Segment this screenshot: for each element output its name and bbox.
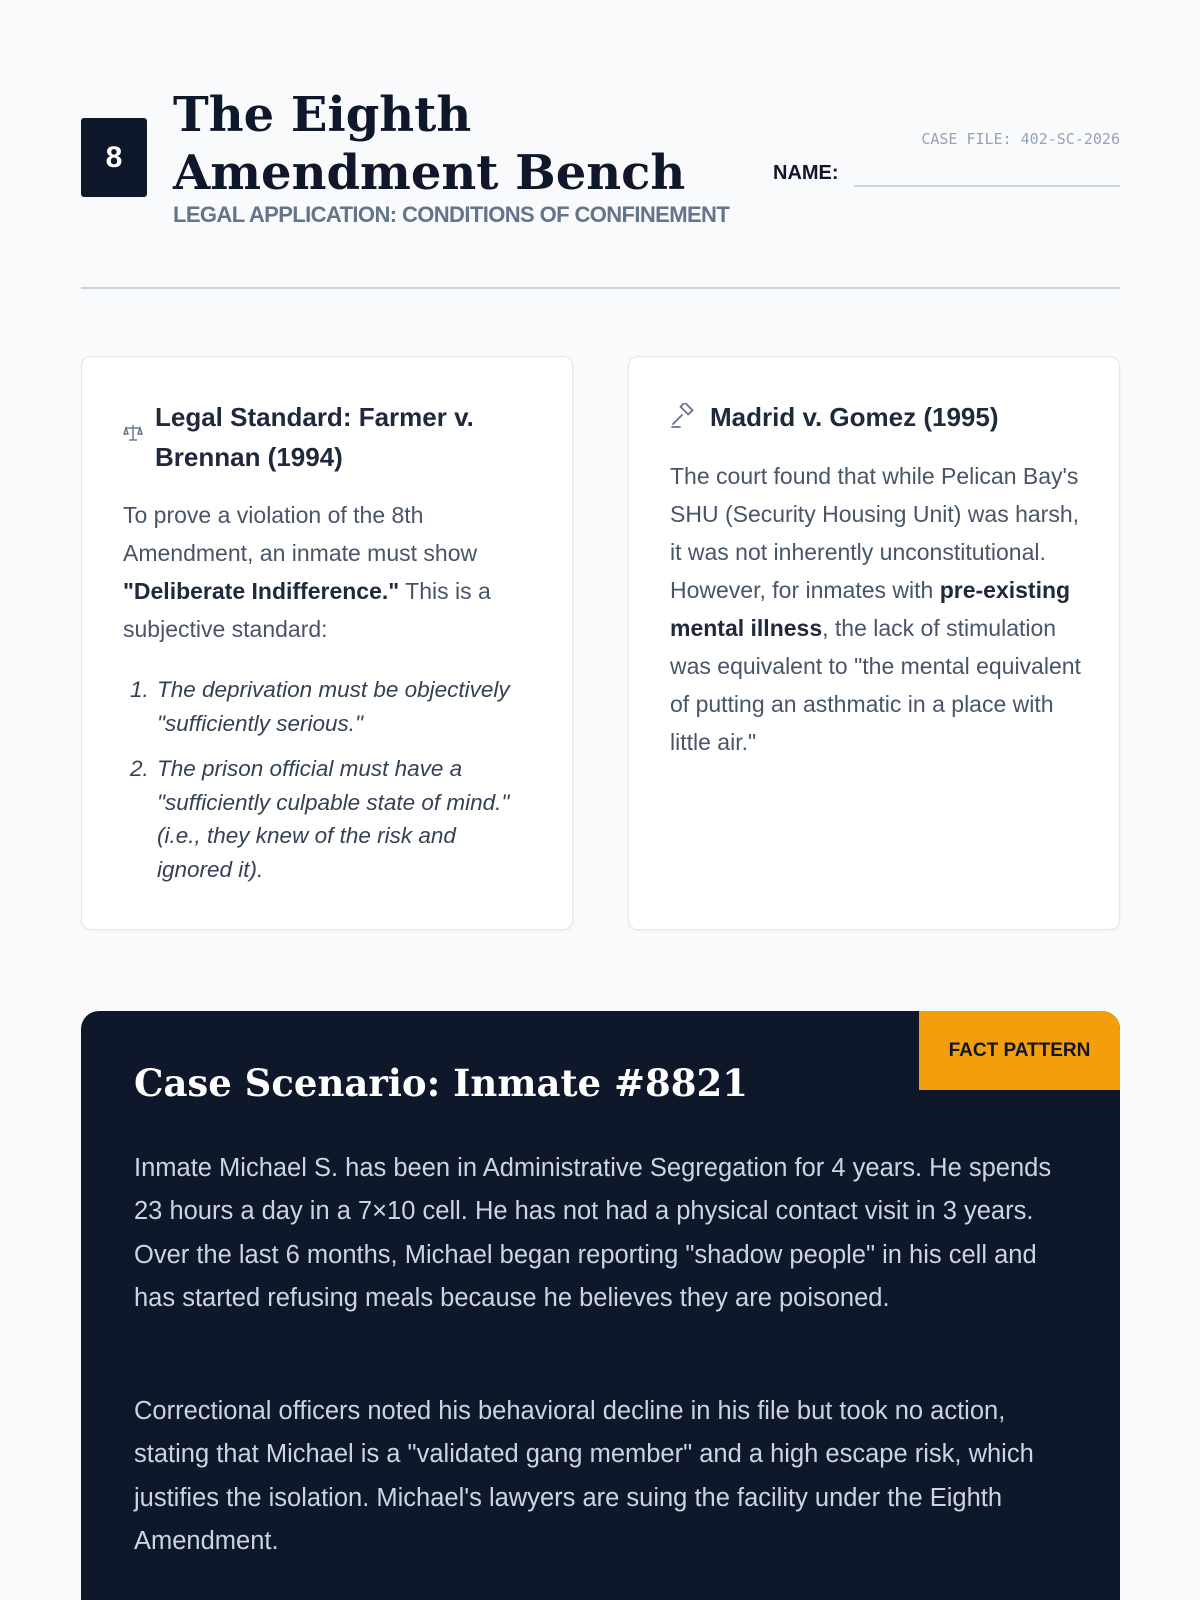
farmer-standard-card — [81, 356, 573, 930]
gavel-icon — [670, 403, 696, 429]
page-title: The Eighth Amendment Bench — [173, 87, 686, 201]
scenario-paragraph: Correctional officers noted his behavioral decline in his file but took no action, stating that Michael is a "validated gang member" and a high escape risk, which justifies the isolation. Michael's lawyers are suing the facility under the Eighth Amendment. — [134, 1397, 1034, 1555]
worksheet-header — [81, 80, 1120, 230]
fact-pattern-tag: FACT PATTERN — [919, 1011, 1120, 1090]
summary-emphasis: pre-existing mental illness — [670, 577, 1071, 641]
madrid-summary — [670, 457, 1081, 761]
scenario-paragraph: Inmate Michael S. has been in Administrative Segregation for 4 years. He spends 23 hours a day in a 7×10 cell. He has not had a physical contact visit in 3 years. Over the last 6 months, Michael began reporting "shadow people" in his cell and has started refusing meals because he believes they are poisoned. — [134, 1154, 1052, 1312]
intro-text-end: This is a subjective standard: — [123, 578, 491, 642]
scales-icon — [123, 423, 149, 449]
card-title: Madrid v. Gomez (1995) — [710, 402, 999, 432]
criteria-item — [123, 673, 532, 740]
summary-text: The court found that while Pelican Bay's SHU (Security Housing Unit) was harsh, it was not inherently unconstitutional. However, for inmates with — [670, 463, 1080, 603]
header-divider — [81, 287, 1120, 289]
criteria-item — [123, 752, 532, 886]
card-heading — [670, 397, 1089, 437]
case-file-number: CASE FILE: 402-SC-2026 — [921, 130, 1120, 148]
criteria-text: The prison official must have a "sufficiently culpable state of mind." (i.e., they knew of the risk and ignored it). — [157, 756, 510, 882]
case-scenario-panel — [81, 1011, 1120, 1600]
summary-text-end: , the lack of stimulation was equivalent to "the mental equivalent of putting an asthmatic in a place with little air." — [670, 615, 1081, 755]
madrid-case-card — [628, 356, 1120, 930]
intro-text: To prove a violation of the 8th Amendment, an inmate must show — [123, 502, 478, 566]
criteria-number: 2. — [130, 756, 149, 781]
scenario-title: Case Scenario: Inmate #8821 — [134, 1061, 748, 1105]
name-label: NAME: — [773, 162, 839, 184]
criteria-text: The deprivation must be objectively "sufficiently serious." — [157, 677, 510, 736]
name-field-line[interactable] — [854, 185, 1120, 187]
card-heading — [123, 397, 542, 477]
card-title: Legal Standard: Farmer v. Brennan (1994) — [155, 402, 474, 472]
unit-badge: 8 — [81, 118, 147, 197]
criteria-list — [123, 673, 532, 898]
intro-emphasis: "Deliberate Indifference." — [123, 578, 400, 604]
page-subtitle: LEGAL APPLICATION: CONDITIONS OF CONFINEMENT — [173, 202, 730, 227]
farmer-intro — [123, 496, 534, 648]
criteria-number: 1. — [130, 677, 149, 702]
